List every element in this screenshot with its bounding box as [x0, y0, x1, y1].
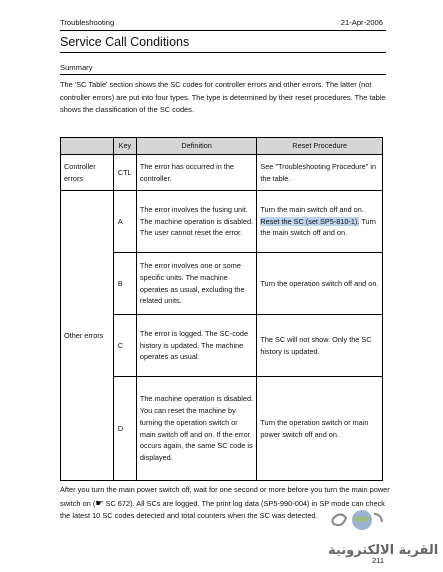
- page-number: 211: [372, 556, 385, 565]
- row-reset: [257, 191, 383, 253]
- row-reset: Turn the operation switch off and on.: [257, 253, 383, 315]
- watermark-text: القرية الالكترونية: [328, 543, 439, 558]
- row-definition: The error has occurred in the controller.: [136, 155, 256, 191]
- header-date: 21-Apr-2006: [340, 18, 383, 27]
- header-key: Key: [113, 138, 136, 155]
- header-reset: Reset Procedure: [257, 138, 383, 155]
- header-section: Troubleshooting: [60, 18, 115, 27]
- intro-paragraph: The 'SC Table' section shows the SC codes for controller errors and other errors. The latter (not controller errors) are put into four types. The type is determined by their reset procedures. The table shows the classification of the SC codes.: [60, 80, 386, 114]
- row-key: CTL: [113, 155, 136, 191]
- row-reset: The SC will not show. Only the SC history is updated.: [257, 315, 383, 377]
- row-key: B: [113, 253, 136, 315]
- table-row: [61, 155, 383, 191]
- footer-text: SC 672). All SCs are logged. The print log data (SP5-990-004) in SP mode can check the latest 10 SC codes detected and total counters when the SC was detected.: [60, 498, 385, 520]
- footer-text: After you turn the main power switch off, wait for one second or more before you turn the main power switch on (: [60, 485, 390, 508]
- highlighted-reset-step: Reset the SC (set SP5-810-1).: [260, 216, 360, 226]
- summary-rule: [60, 74, 386, 75]
- row-reset: Turn the operation switch or main power switch off and on.: [257, 377, 383, 481]
- table-header-row: [61, 138, 383, 155]
- header-blank: [61, 138, 114, 155]
- row-key: C: [113, 315, 136, 377]
- category-other: Other errors: [61, 191, 114, 481]
- reset-step: Turn the main switch off and on.: [260, 216, 376, 238]
- title-rule: [60, 52, 386, 53]
- reset-step: Turn the main switch off and on.: [260, 204, 364, 214]
- sc-classification-table: [60, 137, 383, 481]
- header-definition: Definition: [136, 138, 256, 155]
- page-header: [60, 18, 383, 30]
- summary-heading: Summary: [60, 63, 93, 72]
- row-definition: The error involves the fusing unit. The machine operation is disabled. The user cannot reset the error.: [136, 191, 256, 253]
- row-key: A: [113, 191, 136, 253]
- table-row: [61, 191, 383, 253]
- page-title: Service Call Conditions: [60, 35, 190, 49]
- header-rule: [60, 30, 386, 31]
- row-key: D: [113, 377, 136, 481]
- pointing-hand-icon: ☛: [95, 497, 104, 508]
- row-reset: See "Troubleshooting Procedure" in the table.: [257, 155, 383, 191]
- category-controller: Controller errors: [61, 155, 114, 191]
- row-definition: The error involves one or some specific units. The machine operates as usual, excluding the related units.: [136, 253, 256, 315]
- row-definition: The error is logged. The SC-code history is updated. The machine operates as usual.: [136, 315, 256, 377]
- row-definition: The machine operation is disabled. You can reset the machine by turning the operation switch or main switch off and on. If the error occurs again, the same SC code is displayed.: [136, 377, 256, 481]
